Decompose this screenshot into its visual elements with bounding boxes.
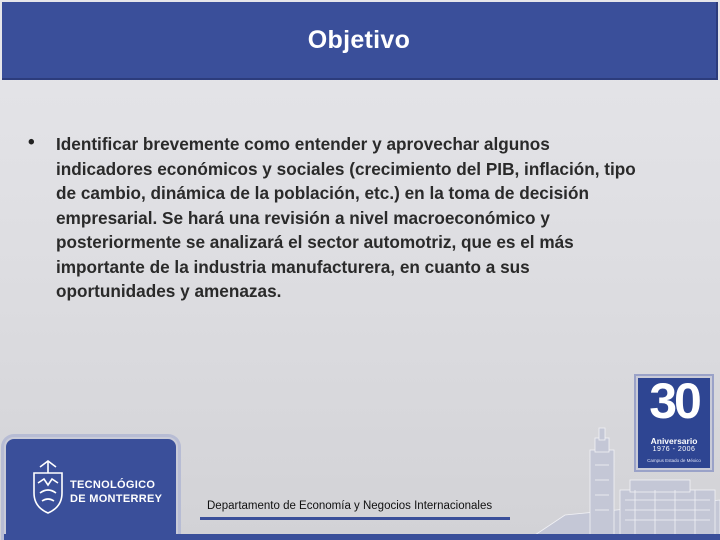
bullet-text: Identificar brevemente como entender y aprovechar algunos indicadores económicos y sociales (crecimiento del PIB, inflación, tipo de cambio, dinámica de la población, etc.) en la toma de decisión empresarial. Se hará una revisión a nivel macroeconómico y posteriormente se analizará el sector automotriz, que es el más importante de la industria manufacturera, en cuanto a sus oportunidades y amenazas. bbox=[56, 134, 636, 301]
department-name: Departamento de Economía y Negocios Internacionales bbox=[207, 500, 493, 512]
footer-bar bbox=[4, 534, 720, 540]
anniversary-number: 30 bbox=[649, 373, 699, 429]
anniversary-word: Aniversario bbox=[650, 436, 698, 446]
department-underline bbox=[200, 517, 510, 520]
slide-title: Objetivo bbox=[307, 26, 411, 54]
institution-logo-panel bbox=[4, 437, 178, 540]
anniversary-years: 1976 - 2006 bbox=[652, 446, 696, 453]
institution-name bbox=[70, 478, 162, 506]
bullet-dot-icon: • bbox=[28, 132, 35, 153]
institution-name-line1: TECNOLÓGICO bbox=[70, 479, 156, 491]
institution-name-line2: DE MONTERREY bbox=[70, 493, 163, 505]
anniversary-campus: Campus Estado de México bbox=[647, 458, 701, 463]
title-bar bbox=[0, 0, 720, 80]
campus-building-illustration bbox=[535, 420, 720, 540]
title-banner bbox=[2, 2, 718, 80]
tec-emblem-icon bbox=[28, 459, 68, 515]
